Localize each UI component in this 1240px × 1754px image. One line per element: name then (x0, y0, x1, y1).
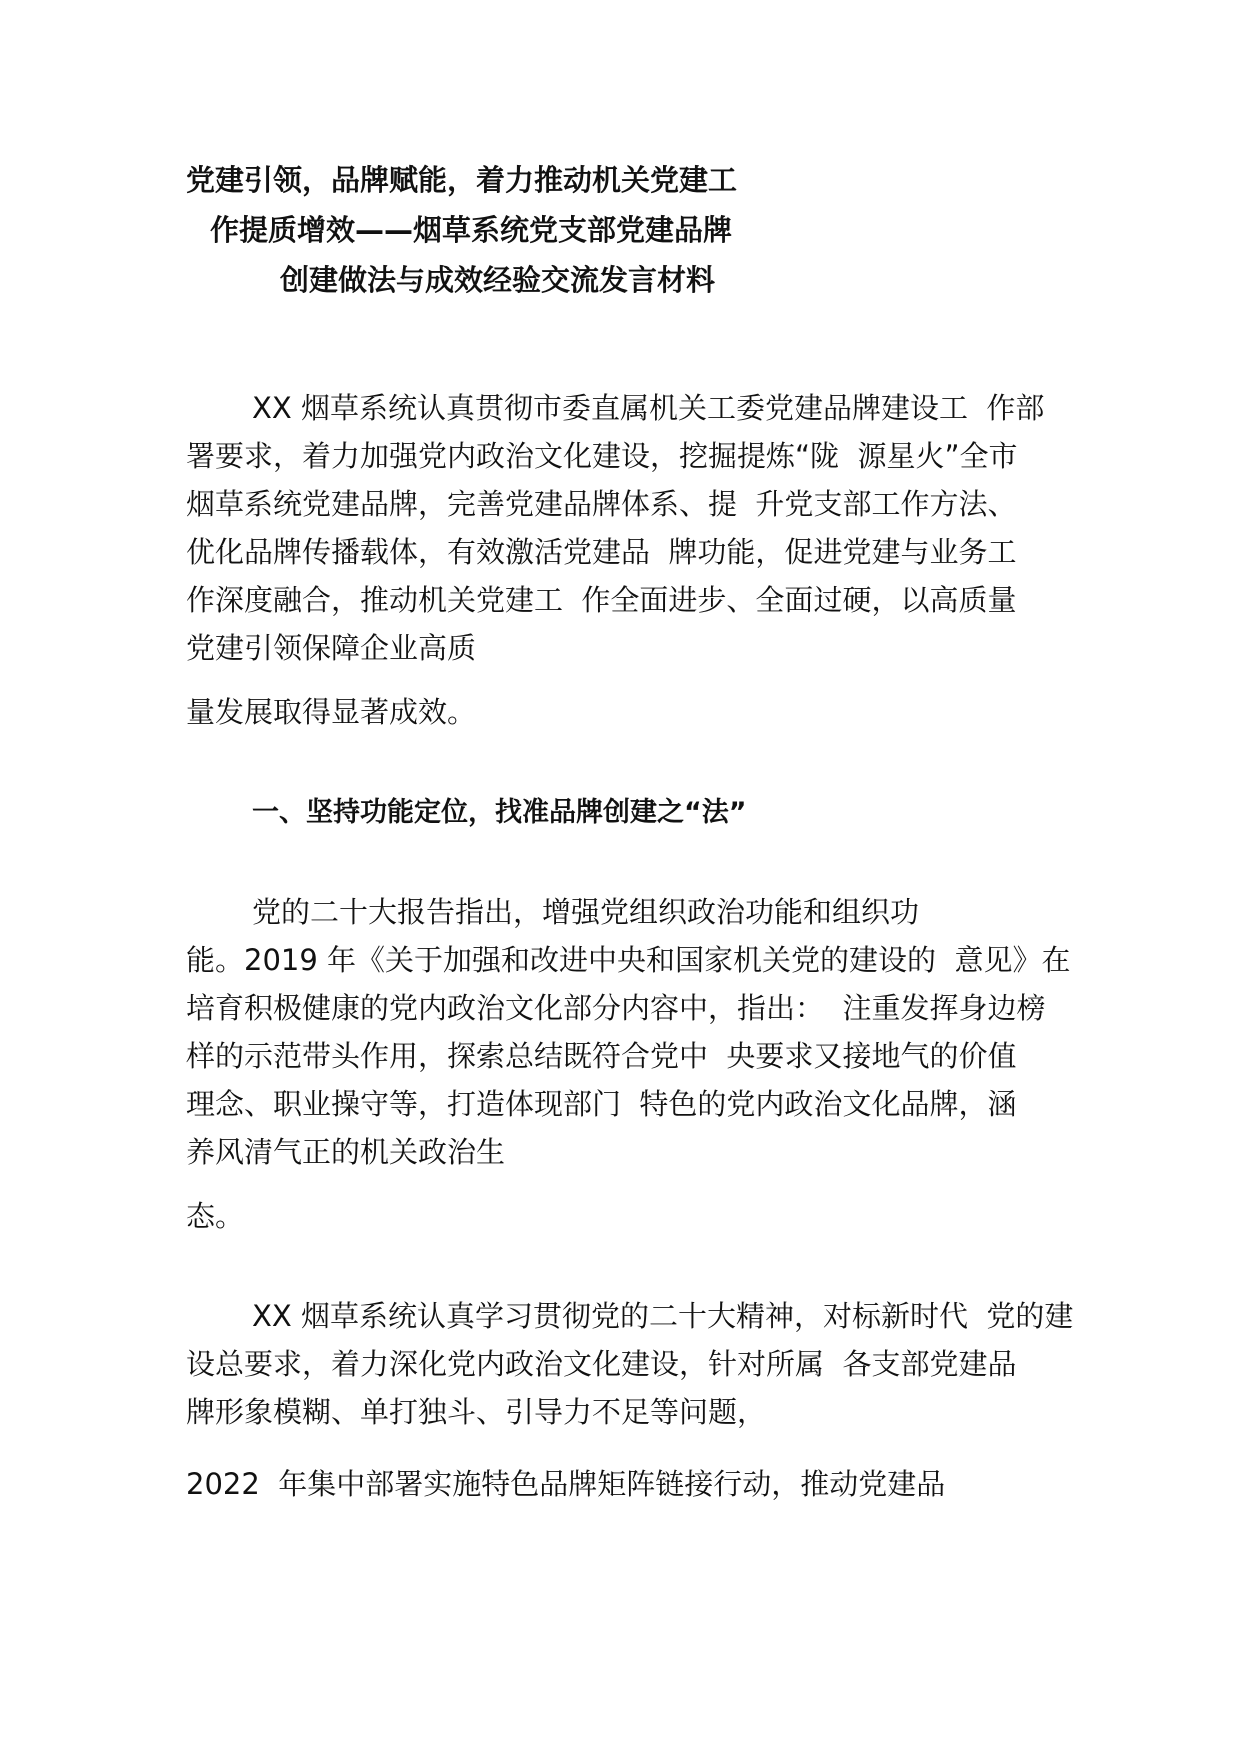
paragraph1-line-2: 署要求，着力加强党内政治文化建设，挖掘提炼“陇 源星火”全市 (186, 439, 1018, 473)
paragraph3-line-1: XX 烟草系统认真学习贯彻党的二十大精神，对标新时代 党的建 (252, 1299, 1074, 1333)
paragraph2-line-1: 党的二十大报告指出，增强党组织政治功能和组织功 (252, 895, 920, 929)
paragraph2-line-2: 能。2019 年《关于加强和改进中央和国家机关党的建设的 意见》在 (186, 943, 1071, 977)
paragraph1-line-6: 党建引领保障企业高质 (186, 631, 477, 665)
paragraph3-line-2: 设总要求，着力深化党内政治文化建设，针对所属 各支部党建品 (186, 1347, 1017, 1381)
paragraph1-line-7: 量发展取得显著成效。 (186, 695, 477, 729)
paragraph3-line-3: 牌形象模糊、单打独斗、引导力不足等问题， (186, 1395, 767, 1429)
paragraph1-line-3: 烟草系统党建品牌，完善党建品牌体系、提 升党支部工作方法、 (186, 487, 1017, 521)
paragraph2-line-4: 样的示范带头作用，探索总结既符合党中 央要求又接地气的价值 (186, 1039, 1017, 1073)
title-line-1: 党建引领，品牌赋能，着力推动机关党建工 (186, 163, 738, 197)
paragraph1-line-1: XX 烟草系统认真贯彻市委直属机关工委党建品牌建设工 作部 (252, 391, 1045, 425)
section-heading-1: 一、坚持功能定位，找准品牌创建之“法” (252, 797, 747, 828)
paragraph1-line-4: 优化品牌传播载体，有效激活党建品 牌功能，促进党建与业务工 (186, 535, 1017, 569)
paragraph3-line-4: 2022 年集中部署实施特色品牌矩阵链接行动，推动党建品 (186, 1467, 946, 1501)
paragraph2-line-3: 培育积极健康的党内政治文化部分内容中，指出： 注重发挥身边榜 (186, 991, 1046, 1025)
title-line-2: 作提质增效——烟草系统党支部党建品牌 (210, 213, 733, 247)
paragraph1-line-5: 作深度融合，推动机关党建工 作全面进步、全面过硬，以高质量 (186, 583, 1017, 617)
paragraph2-line-5: 理念、职业操守等，打造体现部门 特色的党内政治文化品牌，涵 (186, 1087, 1017, 1121)
paragraph2-line-6: 养风清气正的机关政治生 (186, 1135, 506, 1169)
title-line-3: 创建做法与成效经验交流发言材料 (280, 263, 716, 297)
paragraph2-line-7: 态。 (186, 1199, 245, 1233)
